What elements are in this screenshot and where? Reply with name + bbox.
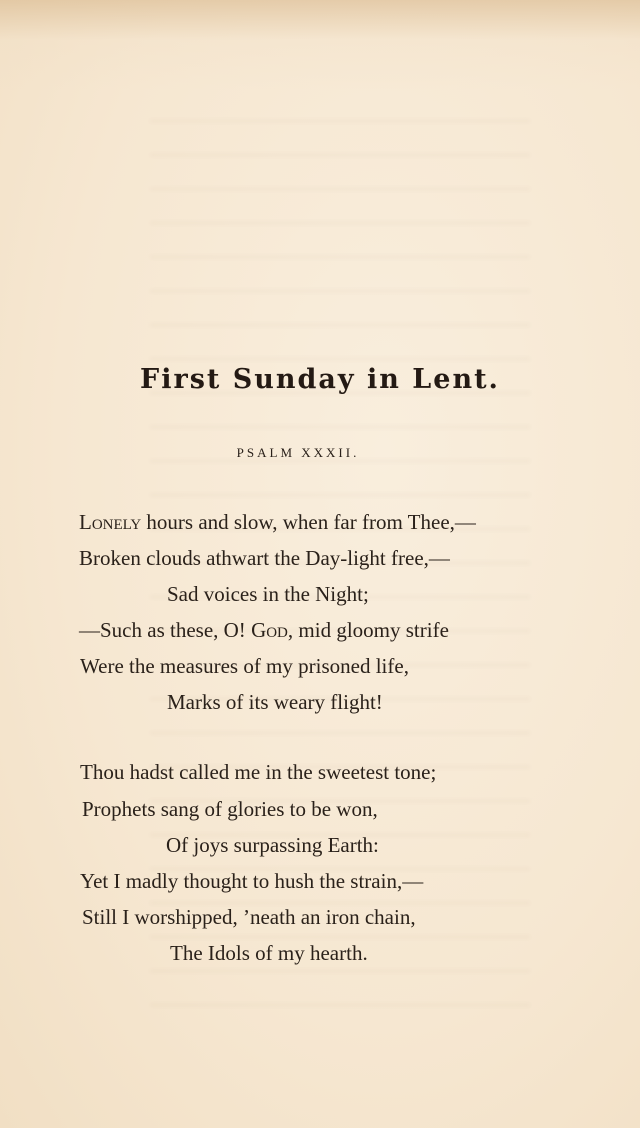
- poem-line: [79, 618, 449, 643]
- poem-line-pre: —Such as these, O!: [79, 618, 252, 642]
- poem-line: The Idols of my hearth.: [170, 941, 368, 965]
- poem-line: Thou hadst called me in the sweetest tone;: [80, 760, 437, 784]
- poem-line-lead: Lonely: [79, 510, 142, 534]
- page-title: First Sunday in Lent.: [140, 364, 500, 395]
- poem-line: Marks of its weary flight!: [167, 690, 383, 714]
- poem-line: [79, 510, 476, 535]
- divine-name: God: [251, 618, 288, 642]
- poem-line-post: , mid gloomy strife: [287, 618, 449, 642]
- poem-line: Prophets sang of glories to be won,: [82, 797, 378, 821]
- poem-line: Still I worshipped, ’neath an iron chain,: [82, 905, 416, 929]
- poem-line: Of joys surpassing Earth:: [166, 833, 379, 857]
- poem-line: Broken clouds athwart the Day-light free,—: [79, 546, 450, 570]
- poem-line: Yet I madly thought to hush the strain,—: [80, 869, 424, 893]
- psalm-reference: PSALM XXXII.: [236, 445, 360, 460]
- poem-line: Were the measures of my prisoned life,: [80, 654, 409, 678]
- poem-line-rest: hours and slow, when far from Thee,—: [141, 510, 476, 534]
- poem-line: Sad voices in the Night;: [167, 582, 369, 606]
